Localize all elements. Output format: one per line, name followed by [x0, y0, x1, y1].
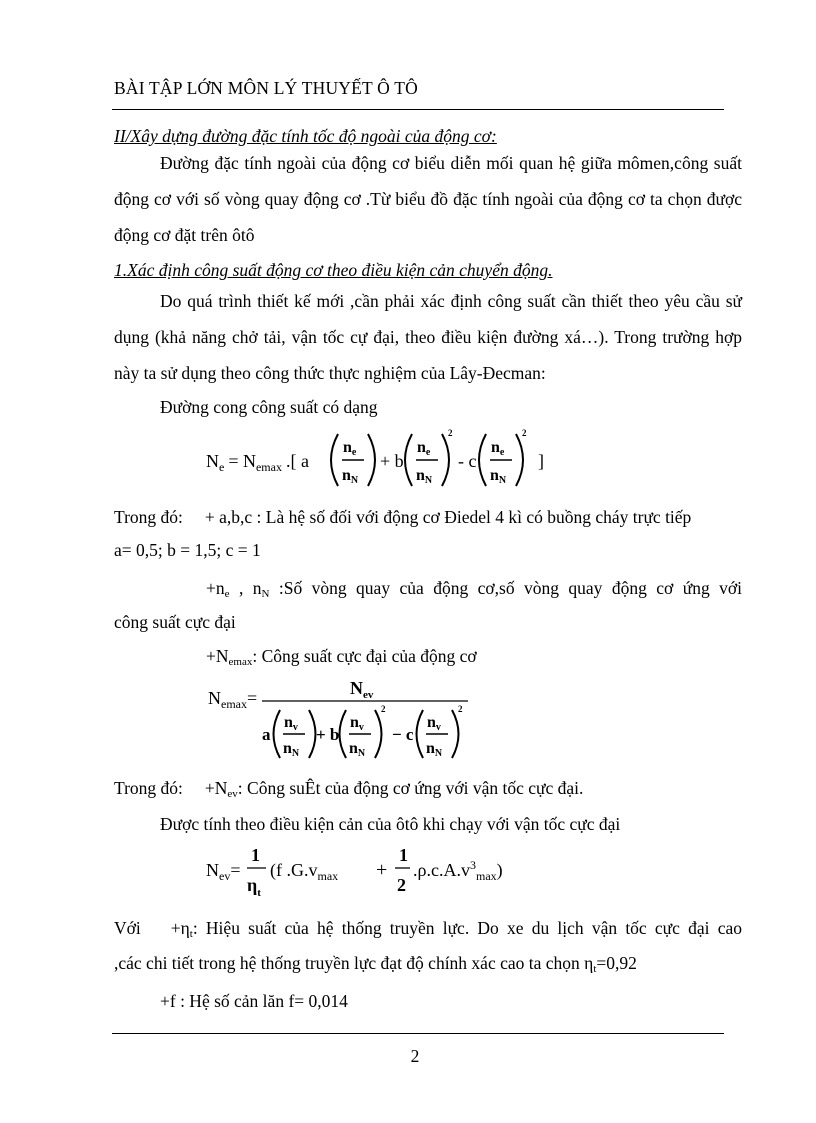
eta-definition: Với $+\eta_t$: Hiệu suất của hệ thống truyền lực. Do xe du lịch vận tốc cực đại cao [114, 918, 742, 940]
svg-text:Nemax=: $N_{emax}=$ [208, 688, 258, 711]
svg-text:nv: nv [350, 714, 364, 733]
svg-text:nN: nN [283, 740, 300, 759]
where-abc-line: Trong đó: + a,b,c : Là hệ số đối với động cơ Điedel 4 kì có buồng cháy trực tiếp [114, 507, 692, 527]
svg-text:Nev: $N_{ev}$ [350, 678, 374, 701]
nemax-definition: $+N_{emax}$: Công suất cực đại của động cơ [206, 646, 477, 668]
formula-nemax [206, 676, 486, 766]
design-paragraph: Do quá trình thiết kế mới ,cần phải xác định công suất cần thiết theo yêu cầu sử dụng (khả năng chở tải, vận tốc cự đại, theo điều kiện đường xá…). Trong trường hợp này ta sử dụng theo công thức thực nghiệm của Lây-Đecman: [114, 291, 742, 383]
header-rule [112, 109, 724, 110]
svg-text:- c: - c [458, 451, 477, 471]
curve-intro: Đường cong công suất có dạng [160, 397, 378, 417]
svg-text:nv: nv [427, 714, 441, 733]
page-header-title: BÀI TẬP LỚN MÔN LÝ THUYẾT Ô TÔ [114, 78, 418, 98]
svg-text:+ b: + b [316, 725, 340, 744]
svg-text:2: 2 [381, 704, 386, 714]
svg-text:a: a [262, 725, 271, 744]
svg-text:nN: nN [426, 740, 443, 759]
svg-text:nN: nN [349, 740, 366, 759]
svg-text:ne: ne [491, 439, 505, 458]
ne-definition: $+n_e$ , $n_N$ :Số vòng quay của động cơ,số vòng quay động cơ ứng với [206, 578, 742, 600]
subsection-heading: 1.Xác định công suất động cơ theo điều kiện cản chuyển động. [114, 260, 553, 280]
svg-text:− c: − c [392, 725, 414, 744]
section-heading: II/Xây dựng đường đặc tính tốc độ ngoài của động cơ: [114, 126, 497, 146]
intro-paragraph: Đường đặc tính ngoài của động cơ biểu diễn mối quan hệ giữa mômen,công suất động cơ với số vòng quay động cơ .Từ biểu đồ đặc tính ngoài của động cơ ta chọn được động cơ đặt trên ôtô [114, 153, 742, 245]
svg-text:.ρ.c.A.v3max): $.\rho.c.A.v^3_{max}$) [413, 858, 503, 883]
svg-text:Ne= Nemax.[ a: $N_e = N_{emax}$ .[ a [206, 451, 309, 474]
svg-text:nN: nN [490, 467, 507, 486]
ne-definition-cont: công suất cực đại [114, 612, 236, 632]
svg-text:2: 2 [397, 875, 406, 895]
svg-text:2: 2 [458, 704, 463, 714]
footer-rule [112, 1033, 724, 1034]
page-number: 2 [410, 1046, 420, 1066]
svg-text:1: 1 [399, 845, 408, 865]
svg-text:(f .G.vmax: (f $.G.v_{max}$ [270, 860, 339, 883]
svg-text:ηt: $\eta_t$ [247, 875, 261, 899]
calc-condition-text: Được tính theo điều kiện cản của ôtô khi chạy với vận tốc cực đại [160, 814, 621, 834]
svg-text:nv: nv [284, 714, 298, 733]
svg-text:+ b: + b [380, 451, 404, 471]
svg-text:ne: ne [343, 439, 357, 458]
svg-text:2: 2 [448, 428, 453, 438]
svg-text:nN: nN [342, 467, 359, 486]
svg-text:2: 2 [522, 428, 527, 438]
svg-text:Nev=: $N_{ev}=$ [206, 860, 241, 883]
where-nev-line: Trong đó: $+N_{ev}$: Công suÊt của động cơ ứng với vận tốc cực đại. [114, 778, 584, 800]
formula-nev [204, 843, 504, 905]
abc-values: a= 0,5; b = 1,5; c = 1 [114, 540, 261, 560]
svg-text:nN: nN [416, 467, 433, 486]
eta-definition-cont: ,các chi tiết trong hệ thống truyền lực đạt độ chính xác cao ta chọn $\eta_t=0,92$ [114, 953, 637, 975]
svg-text:+: + [376, 859, 388, 881]
svg-text:ne: ne [417, 439, 431, 458]
formula-power-curve [200, 428, 560, 492]
svg-text:]: ] [538, 451, 544, 471]
f-definition: +f : Hệ số cản lăn f= 0,014 [160, 991, 348, 1011]
svg-text:1: 1 [251, 845, 260, 865]
